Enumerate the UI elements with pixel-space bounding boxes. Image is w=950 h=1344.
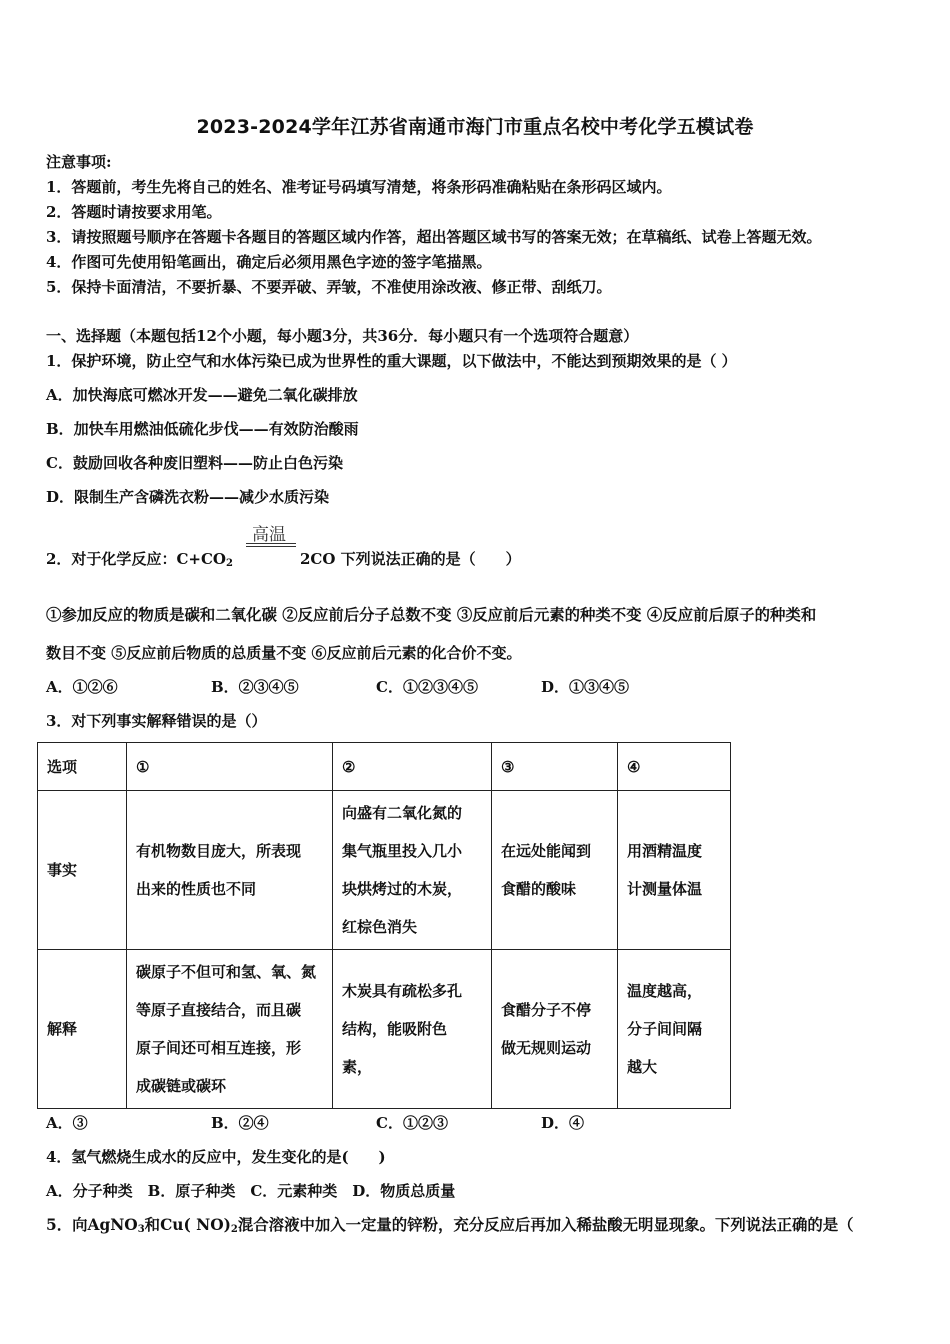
table-row: [38, 950, 731, 1109]
reaction-condition: 高温: [252, 525, 286, 545]
table-row: [38, 791, 731, 950]
question-2-option-b: B．②③④⑤: [211, 678, 299, 696]
table-header-cell: ③: [492, 743, 618, 791]
table-header-cell: ④: [618, 743, 731, 791]
notice-item: 4．作图可先使用铅笔画出，确定后必须用黑色字迹的签字笔描黑。: [46, 253, 492, 271]
page-title: 2023-2024学年江苏省南通市海门市重点名校中考化学五模试卷: [196, 116, 754, 138]
table-cell: 食醋分子不停 做无规则运动: [492, 950, 618, 1109]
table-header-row: [38, 743, 731, 791]
table-cell: 有机物数目庞大，所表现 出来的性质也不同: [127, 791, 333, 950]
notice-item: 2．答题时请按要求用笔。: [46, 203, 222, 221]
notice-item: 5．保持卡面清洁，不要折暴、不要弄破、弄皱，不准使用涂改液、修正带、刮纸刀。: [46, 278, 612, 296]
reaction-arrow-line: [246, 543, 296, 544]
question-2-statements: 数目不变 ⑤反应前后物质的总质量不变 ⑥反应前后元素的化合价不变。: [46, 644, 522, 662]
notice-heading: 注意事项:: [46, 153, 112, 171]
question-2-stem: [46, 518, 646, 578]
notice-item: 3．请按照题号顺序在答题卡各题目的答题区域内作答，超出答题区域书写的答案无效；在草稿纸、试卷上答题无效。: [46, 228, 822, 246]
table-row-label: 解释: [38, 950, 127, 1109]
table-cell: 在远处能闻到 食醋的酸味: [492, 791, 618, 950]
question-3-option-c: C．①②③: [376, 1114, 448, 1132]
question-3-option-b: B．②④: [211, 1114, 269, 1132]
question-1-stem: 1．保护环境，防止空气和水体污染已成为世界性的重大课题，以下做法中，不能达到预期效果的是（ ）: [46, 352, 737, 370]
question-2-option-d: D．①③④⑤: [541, 678, 630, 696]
question-2-stem-suffix: 2CO 下列说法正确的是（ ）: [300, 550, 521, 568]
question-1-option-d: D．限制生产含磷洗衣粉——减少水质污染: [46, 488, 330, 506]
question-2-option-c: C．①②③④⑤: [376, 678, 478, 696]
section-heading: 一、选择题（本题包括12个小题，每小题3分，共36分．每小题只有一个选项符合题意）: [46, 327, 639, 345]
question-1-option-b: B．加快车用燃油低硫化步伐——有效防治酸雨: [46, 420, 359, 438]
question-1-option-c: C．鼓励回收各种废旧塑料——防止白色污染: [46, 454, 343, 472]
table-cell: 木炭具有疏松多孔 结构，能吸附色 素，: [333, 950, 492, 1109]
question-3-stem: 3．对下列事实解释错误的是（）: [46, 712, 267, 730]
question-4-stem: 4．氢气燃烧生成水的反应中，发生变化的是( ): [46, 1148, 386, 1166]
table-row-label: 事实: [38, 791, 127, 950]
table-header-cell: ②: [333, 743, 492, 791]
question-5-stem: 5．向AgNO$_3$和Cu( $NO)_2$混合溶液中加入一定量的锌粉，充分反应后再加入稀盐酸无明显现象。下列说法正确的是（: [46, 1216, 854, 1235]
reaction-arrow-line: [246, 546, 296, 547]
question-4-options: A．分子种类 B．原子种类 C．元素种类 D．物质总质量: [46, 1182, 456, 1200]
question-3-option-d: D．④: [541, 1114, 585, 1132]
question-3-option-a: A．③: [46, 1114, 88, 1132]
question-3-table: [37, 742, 731, 1109]
question-2-option-a: A．①②⑥: [46, 678, 118, 696]
table-header-cell: ①: [127, 743, 333, 791]
question-2-statements: ①参加反应的物质是碳和二氧化碳 ②反应前后分子总数不变 ③反应前后元素的种类不变 ④反应前后原子的种类和: [46, 606, 817, 624]
table-cell: 向盛有二氧化氮的 集气瓶里投入几小 块烘烤过的木炭， 红棕色消失: [333, 791, 492, 950]
question-1-option-a: A．加快海底可燃冰开发——避免二氧化碳排放: [46, 386, 358, 404]
table-cell: 用酒精温度 计测量体温: [618, 791, 731, 950]
question-2-stem-prefix: 2．对于化学反应：$C+CO_2$: [46, 550, 233, 569]
table-cell: 温度越高， 分子间间隔 越大: [618, 950, 731, 1109]
table-header-cell: 选项: [38, 743, 127, 791]
notice-item: 1．答题前，考生先将自己的姓名、准考证号码填写清楚，将条形码准确粘贴在条形码区域内。: [46, 178, 672, 196]
table-cell: 碳原子不但可和氢、氧、氮 等原子直接结合，而且碳 原子间还可相互连接，形 成碳链或碳环: [127, 950, 333, 1109]
